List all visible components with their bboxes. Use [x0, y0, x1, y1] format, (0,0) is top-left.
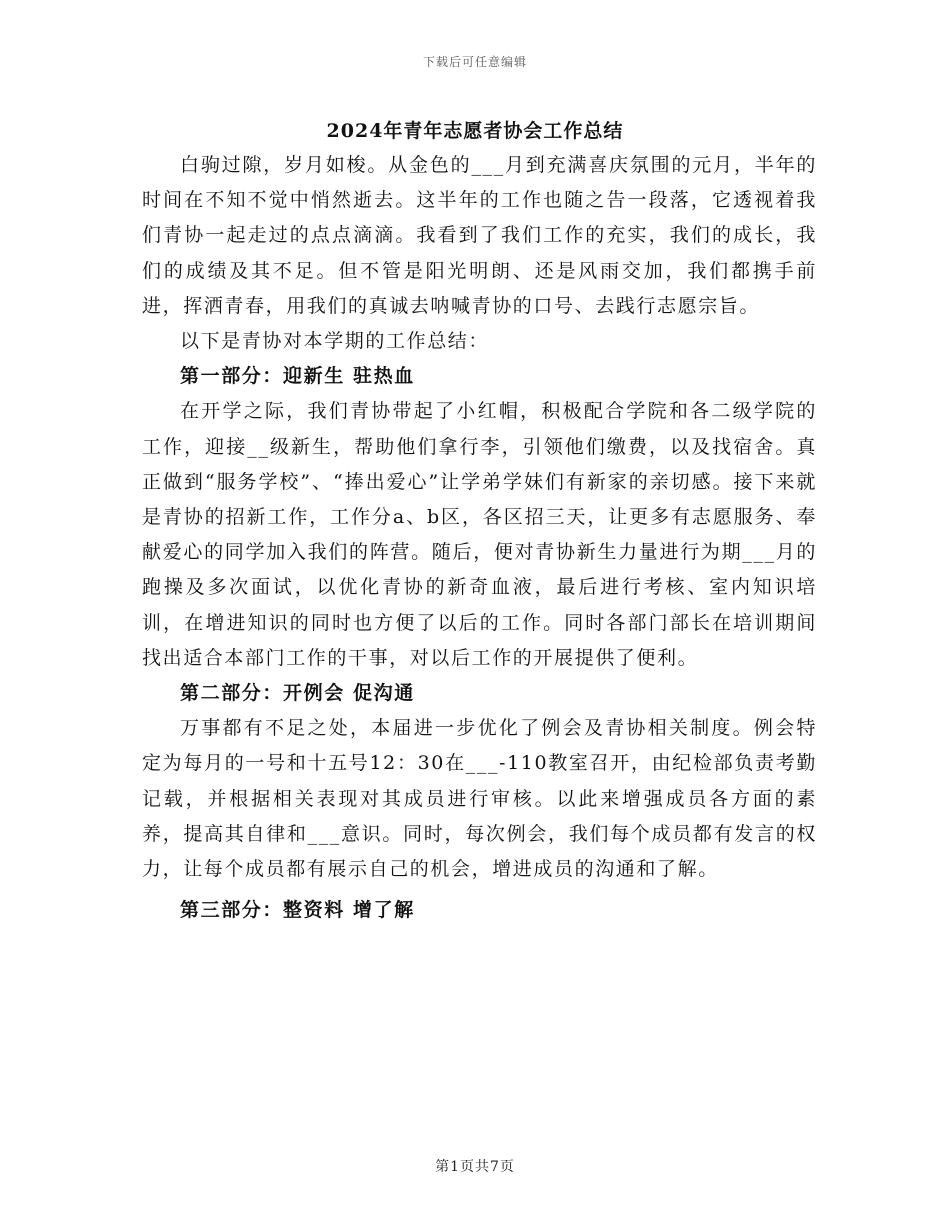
lead-in-paragraph: 以下是青协对本学期的工作总结：: [180, 330, 490, 353]
document-body: [142, 148, 817, 928]
document-title: 2024年青年志愿者协会工作总结: [326, 120, 624, 142]
section-3-heading: 第三部分：整资料 增了解: [180, 899, 415, 922]
section-2-body: 万事都有不足之处，本届进一步优化了例会及青协相关制度。例会特定为每月的一号和十五号12：30在___-110教室召开，由纪检部负责考勤记载，并根据相关表现对其成员进行审核。以此来增强成员各方面的素养，提高其自律和___意识。同时，每次例会，我们每个成员都有发言的权力，让每个成员都有展示自己的机会，增进成员的沟通和了解。: [142, 717, 817, 881]
section-1-heading: 第一部分：迎新生 驻热血: [180, 365, 415, 388]
page-header-note: 下载后可任意编辑: [422, 55, 527, 69]
intro-paragraph: 白驹过隙，岁月如梭。从金色的___月到充满喜庆氛围的元月，半年的时间在不知不觉中悄然逝去。这半年的工作也随之告一段落，它透视着我们青协一起走过的点点滴滴。我看到了我们工作的充实，我们的成长，我们的成绩及其不足。但不管是阳光明朗、还是风雨交加，我们都携手前进，挥洒青春，用我们的真诚去呐喊青协的口号、去践行志愿宗旨。: [142, 154, 817, 317]
section-1-body: 在开学之际，我们青协带起了小红帽，积极配合学院和各二级学院的工作，迎接__级新生，帮助他们拿行李，引领他们缴费，以及找宿舍。真正做到“服务学校”、“捧出爱心”让学弟学妹们有新家的亲切感。接下来就是青协的招新工作，工作分a、b区，各区招三天，让更多有志愿服务、奉献爱心的同学加入我们的阵营。随后，便对青协新生力量进行为期___月的跑操及多次面试，以优化青协的新奇血液，最后进行考核、室内知识培训，在增进知识的同时也方便了以后的工作。同时各部门部长在培训期间找出适合本部门工作的干事，对以后工作的开展提供了便利。: [142, 400, 817, 669]
section-2-heading: 第二部分：开例会 促沟通: [180, 682, 415, 705]
page-number: 第1页共7页: [435, 1159, 515, 1175]
